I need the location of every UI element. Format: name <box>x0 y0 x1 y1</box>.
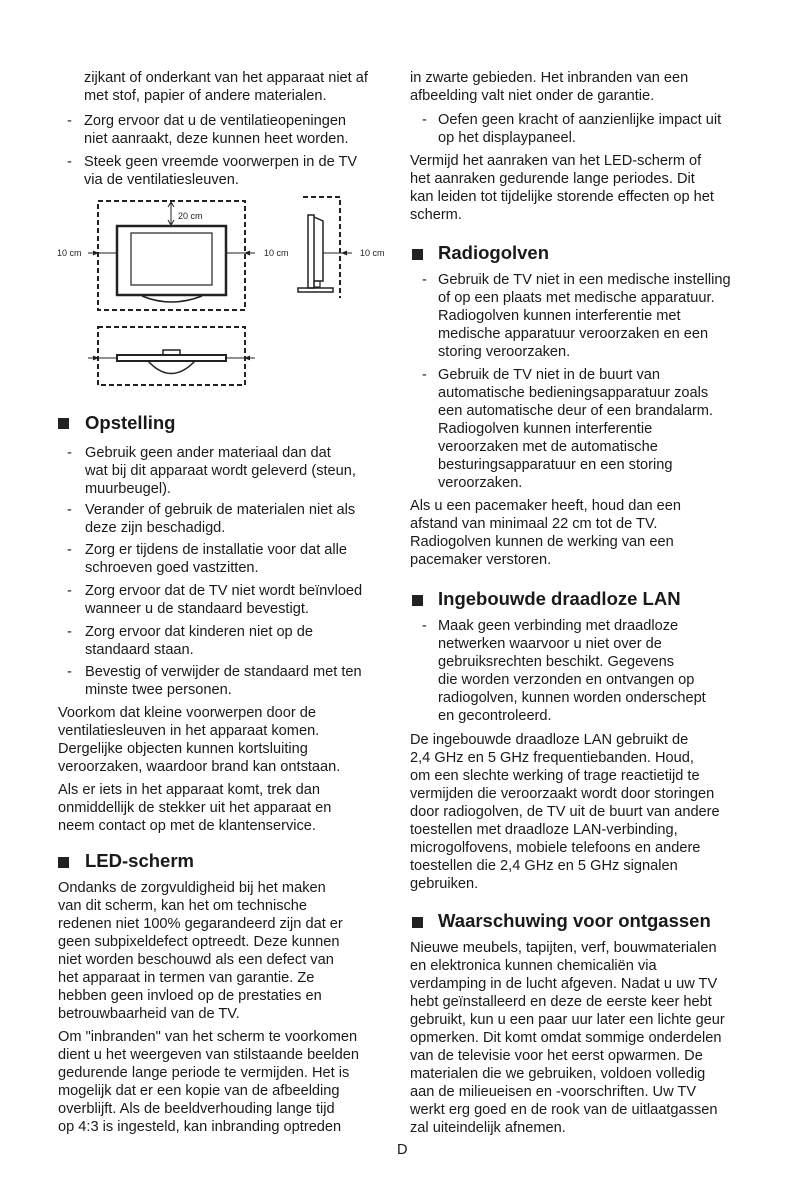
paragraph-line: mogelijk dat er een kopie van de afbeelding <box>58 1083 340 1099</box>
bullet-line: of op een plaats met medische apparatuur. <box>438 290 715 306</box>
section-square-icon <box>412 249 423 260</box>
paragraph-line: vermijden die veroorzaakt wordt door storingen <box>410 786 715 802</box>
tv-front-screen <box>131 233 212 285</box>
tv-top-body <box>117 355 226 361</box>
paragraph-line: toestellen met draadloze LAN-verbinding, <box>410 822 678 838</box>
tv-top-stand <box>148 361 195 374</box>
paragraph-line: Als er iets in het apparaat komt, trek dan <box>58 782 321 798</box>
bullet-line: storing veroorzaken. <box>438 344 571 360</box>
bullet-line: Bevestig of verwijder de standaard met ten <box>85 664 362 680</box>
bullet-line: Zorg er tijdens de installatie voor dat alle <box>85 542 348 558</box>
label-middle-10cm: 10 cm <box>264 248 289 258</box>
bullet-line: veroorzaken met de automatische <box>438 439 658 455</box>
bullet-dash: - <box>422 618 427 634</box>
section-square-icon <box>412 595 423 606</box>
paragraph-line: zal uiteindelijk afnemen. <box>410 1120 566 1136</box>
paragraph-line: overblijft. Als de beeldverhouding lange tijd <box>58 1101 335 1117</box>
paragraph-line: Als u een pacemaker heeft, houd dan een <box>410 498 681 514</box>
paragraph-line: pacemaker verstoren. <box>410 552 552 568</box>
tv-side-panel <box>308 215 314 288</box>
bullet-dash: - <box>67 542 72 558</box>
paragraph-line: materialen die we gebruiken, voldoen volledig <box>410 1066 706 1082</box>
text-line: zijkant of onderkant van het apparaat niet af <box>84 70 368 86</box>
bullet-line: die worden verzonden en ontvangen op <box>438 672 695 688</box>
section-title-ontgassen: Waarschuwing voor ontgassen <box>438 910 711 931</box>
bullet-line: medische apparatuur veroorzaken en een <box>438 326 709 342</box>
paragraph-line: dient u het weergeven van stilstaande beelden <box>58 1047 360 1063</box>
paragraph-line: betrouwbaarheid van de TV. <box>58 1006 240 1022</box>
tv-clearance-diagram <box>50 190 400 390</box>
tv-front-stand <box>142 296 202 302</box>
paragraph-line: Radiogolven kunnen de werking van een <box>410 534 674 550</box>
bullet-line: muurbeugel). <box>85 481 171 497</box>
bullet-line: Radiogolven kunnen interferentie <box>438 421 653 437</box>
paragraph-line: door radiogolven, de TV uit de buurt van andere <box>410 804 720 820</box>
bullet-line: veroorzaken. <box>438 475 523 491</box>
bullet-line: Zorg ervoor dat u de ventilatieopeningen <box>84 113 347 129</box>
paragraph-line: niet worden beschouwd als een defect van <box>58 952 334 968</box>
tv-side-neck <box>314 281 320 287</box>
bullet-line: besturingsapparatuur en een storing <box>438 457 673 473</box>
paragraph-line: scherm. <box>410 207 462 223</box>
paragraph-line: opmerken. Dit komt omdat sommige onderdelen <box>410 1030 722 1046</box>
section-square-icon <box>412 917 423 928</box>
paragraph-line: ventilatiesleuven in het apparaat komen. <box>58 723 320 739</box>
paragraph-line: en elektronica kunnen chemicaliën via <box>410 958 657 974</box>
paragraph-line: het apparaat in termen van garantie. Ze <box>58 970 315 986</box>
paragraph-line: toestellen die 2,4 GHz en 5 GHz signalen <box>410 858 678 874</box>
section-title-opstelling: Opstelling <box>85 412 176 433</box>
paragraph-line: Vermijd het aanraken van het LED-scherm of <box>410 153 702 169</box>
paragraph-line: 2,4 GHz en 5 GHz frequentiebanden. Houd, <box>410 750 694 766</box>
paragraph-line: afstand van minimaal 22 cm tot de TV. <box>410 516 658 532</box>
bullet-line: Zorg ervoor dat de TV niet wordt beïnvloed <box>85 583 363 599</box>
paragraph-line: verdamping in de lucht afgeven. Nadat u uw TV <box>410 976 718 992</box>
bullet-dash: - <box>67 624 72 640</box>
bullet-line: Gebruik de TV niet in een medische instelling <box>438 272 731 288</box>
bullet-line: Maak geen verbinding met draadloze <box>438 618 679 634</box>
paragraph-line: Nieuwe meubels, tapijten, verf, bouwmaterialen <box>410 940 717 956</box>
paragraph-line: Ondanks de zorgvuldigheid bij het maken <box>58 880 326 896</box>
bullet-dash: - <box>67 113 72 129</box>
bullet-line: en gecontroleerd. <box>438 708 552 724</box>
section-title-led-scherm: LED-scherm <box>85 850 194 871</box>
bullet-line: radiogolven, kunnen worden onderschept <box>438 690 706 706</box>
bullet-line: Verander of gebruik de materialen niet als <box>85 502 356 518</box>
paragraph-line: afbeelding valt niet onder de garantie. <box>410 88 655 104</box>
paragraph-line: gedurende lange periode te vermijden. Het is <box>58 1065 350 1081</box>
tv-top-bump <box>163 350 180 355</box>
paragraph-line: op 4:3 is ingesteld, kan inbranding optreden <box>58 1119 342 1135</box>
paragraph-line: aan de milieueisen en -voorschriften. Uw TV <box>410 1084 697 1100</box>
bullet-line: wanneer u de standaard bevestigt. <box>85 601 309 617</box>
paragraph-line: redenen niet 100% gegarandeerd zijn dat er <box>58 916 343 932</box>
bullet-dash: - <box>67 502 72 518</box>
bullet-line: minste twee personen. <box>85 682 232 698</box>
bullet-line: Gebruik geen ander materiaal dan dat <box>85 445 331 461</box>
bullet-line: niet aanraakt, deze kunnen heet worden. <box>84 131 349 147</box>
bullet-line: Gebruik de TV niet in de buurt van <box>438 367 661 383</box>
section-title-radiogolven: Radiogolven <box>438 242 550 263</box>
bullet-line: automatische bedieningsapparatuur zoals <box>438 385 709 401</box>
paragraph-line: hebt geïnstalleerd en deze de eerste keer hebt <box>410 994 712 1010</box>
bullet-line: Steek geen vreemde voorwerpen in de TV <box>84 154 358 170</box>
bullet-line: via de ventilatiesleuven. <box>84 172 239 188</box>
tv-clearance-svg <box>50 190 400 390</box>
bullet-dash: - <box>67 583 72 599</box>
paragraph-line: Voorkom dat kleine voorwerpen door de <box>58 705 316 721</box>
page-letter: D <box>397 1142 408 1158</box>
paragraph-line: gebruikt, kun u een paar uur later een lichte geur <box>410 1012 725 1028</box>
paragraph-line: Om "inbranden" van het scherm te voorkomen <box>58 1029 358 1045</box>
paragraph-line: werkt erg goed en de rook van de uitlaatgassen <box>410 1102 718 1118</box>
bullet-line: gebruiksrechten beschikt. Gegevens <box>438 654 675 670</box>
bullet-line: een automatische deur of een brandalarm. <box>438 403 714 419</box>
text-line: met stof, papier of andere materialen. <box>84 88 327 104</box>
bullet-dash: - <box>422 112 427 128</box>
label-right-10cm: 10 cm <box>360 248 385 258</box>
bullet-dash: - <box>422 367 427 383</box>
bullet-line: schroeven goed vastzitten. <box>85 560 259 576</box>
tv-side-back <box>314 217 323 281</box>
bullet-line: Oefen geen kracht of aanzienlijke impact uit <box>438 112 722 128</box>
paragraph-line: veroorzaken, waardoor brand kan ontstaan. <box>58 759 341 775</box>
bullet-line: deze zijn beschadigd. <box>85 520 226 536</box>
bullet-dash: - <box>67 664 72 680</box>
bullet-dash: - <box>422 272 427 288</box>
bullet-dash: - <box>67 154 72 170</box>
paragraph-line: om een slechte werking of trage reactietijd te <box>410 768 700 784</box>
paragraph-line: van de televisie voor het eerst opwarmen. De <box>410 1048 703 1064</box>
paragraph-line: kan leiden tot tijdelijke storende effecten op het <box>410 189 714 205</box>
bullet-dash: - <box>67 445 72 461</box>
bullet-line: op het displaypaneel. <box>438 130 576 146</box>
bullet-line: Zorg ervoor dat kinderen niet op de <box>85 624 313 640</box>
paragraph-line: Dergelijke objecten kunnen kortsluiting <box>58 741 308 757</box>
paragraph-line: onmiddellijk de stekker uit het apparaat en <box>58 800 332 816</box>
paragraph-line: in zwarte gebieden. Het inbranden van een <box>410 70 689 86</box>
bullet-line: standaard staan. <box>85 642 194 658</box>
paragraph-line: neem contact op met de klantenservice. <box>58 818 316 834</box>
paragraph-line: geen subpixeldefect optreedt. Deze kunnen <box>58 934 340 950</box>
label-20cm: 20 cm <box>178 211 203 221</box>
bullet-line: wat bij dit apparaat wordt geleverd (steun, <box>85 463 356 479</box>
paragraph-line: van dit scherm, kan het om technische <box>58 898 308 914</box>
paragraph-line: hebben geen invloed op de prestaties en <box>58 988 322 1004</box>
section-square-icon <box>58 857 69 868</box>
section-square-icon <box>58 418 69 429</box>
bullet-line: Radiogolven kunnen interferentie met <box>438 308 681 324</box>
paragraph-line: De ingebouwde draadloze LAN gebruikt de <box>410 732 689 748</box>
paragraph-line: gebruiken. <box>410 876 479 892</box>
bullet-line: netwerken waarvoor u niet over de <box>438 636 662 652</box>
paragraph-line: het aanraken gedurende lange periodes. Dit <box>410 171 695 187</box>
label-left-10cm: 10 cm <box>57 248 82 258</box>
tv-side-base <box>298 288 333 292</box>
section-title-lan: Ingebouwde draadloze LAN <box>438 588 681 609</box>
paragraph-line: microgolfovens, mobiele telefoons en andere <box>410 840 701 856</box>
